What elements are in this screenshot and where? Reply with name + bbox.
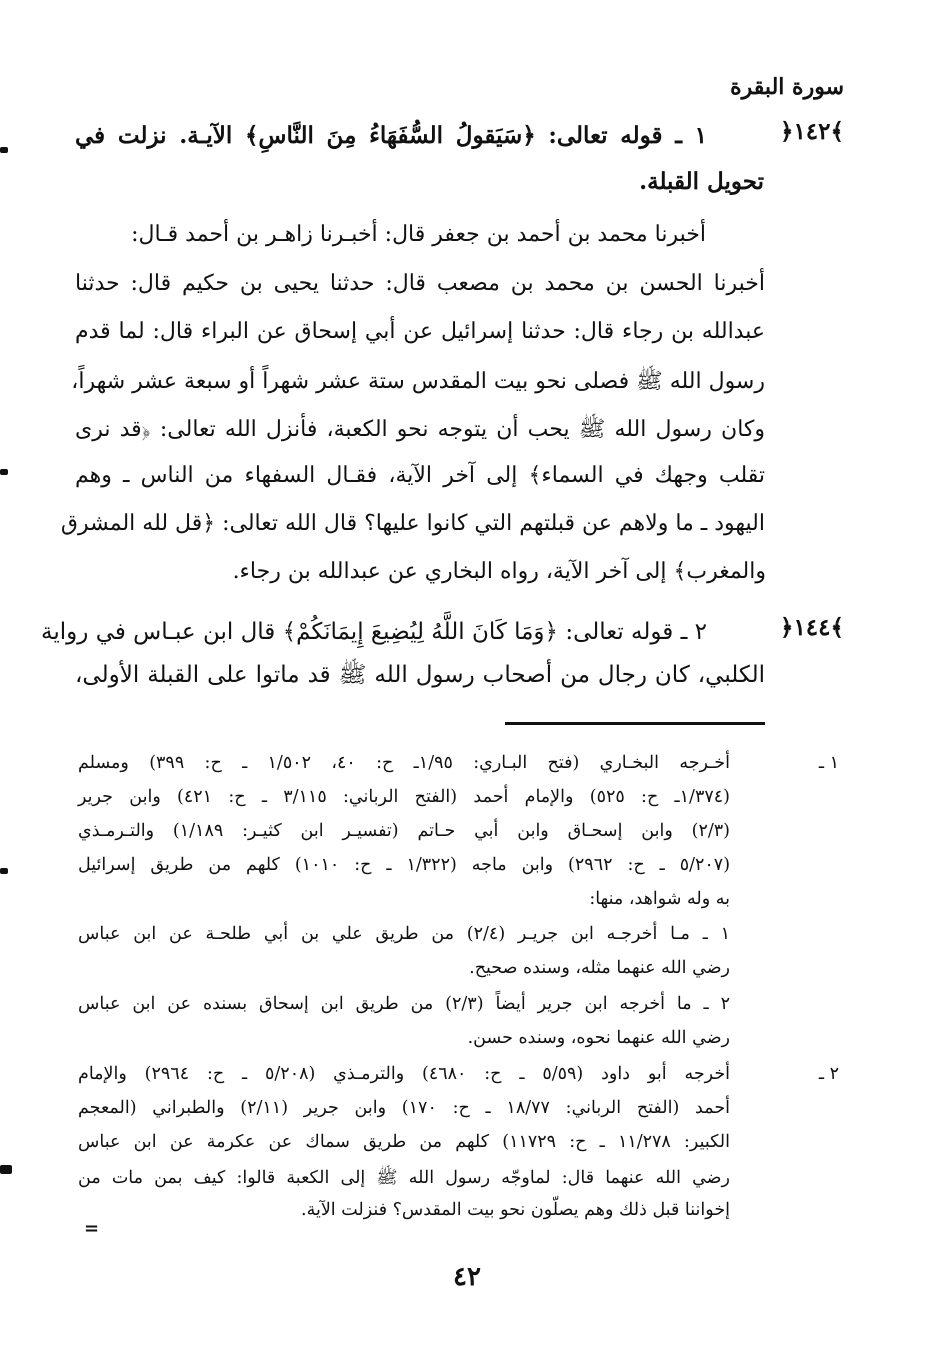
verse-number: ﴿١٤٤﴾ [779, 614, 844, 641]
footnote-line: ٢ ـ ما أخرجه ابن جرير أيضاً (٢/٣) من طريق ابن إسحاق بسنده عن ابن عباس [78, 994, 730, 1014]
section-heading-cont: تحويل القبلة. [639, 168, 764, 195]
running-header: سورة البقرة [730, 74, 844, 100]
footnote-line: (١/٣٧٤ـ ح: ٥٢٥) والإمام أحمد (الفتح الرباني: ٣/١١٥ ـ ح: ٤٢١) وابن جرير [78, 787, 730, 807]
body-line: أخبرنا الحسن بن محمد بن مصعب قال: حدثنا يحيى بن حكيم قال: حدثنا [75, 271, 765, 296]
scan-mark [0, 1165, 12, 1174]
footnote-line: به وله شواهد، منها: [589, 889, 730, 909]
body-line: تقلب وجهك في السماء﴾ إلى آخر الآية، فقـال السفهاء من الناس ـ وهم [75, 463, 765, 488]
section-heading-cont: الكلبي، كان رجال من أصحاب رسول الله ﷺ قد ماتوا على القبلة الأولى، [75, 662, 765, 688]
footnote-line: رضي الله عنهما نحوه، وسنده حسن. [467, 1028, 730, 1048]
section-heading: ١ ـ قوله تعالى: ﴿سَيَقولُ السُّفَهَاءُ مِنَ النَّاسِ﴾ الآيـة. نزلت في [75, 122, 707, 149]
footnote-number: ٢ ـ [818, 1064, 839, 1084]
section-heading: ٢ ـ قوله تعالى: ﴿وَمَا كَانَ اللَّهُ لِيُضِيعَ إِيمَانَكُمْ﴾ قال ابن عبـاس في رواية [41, 619, 707, 645]
body-line: أخبرنا محمد بن أحمد بن جعفر قال: أخبـرنا زاهـر بن أحمد قـال: [131, 222, 706, 247]
body-line: رسول الله ﷺ فصلى نحو بيت المقدس ستة عشر شهراً أو سبعة عشر شهراً، [71, 369, 765, 394]
scan-mark [0, 147, 8, 153]
footnote-line: أخرجه أبو داود (٥/٥٩ ـ ح: ٤٦٨٠) والترمـذي (٥/٢٠٨ ـ ح: ٢٩٦٤) والإمام [78, 1064, 731, 1084]
body-line: عبدالله بن رجاء قال: حدثنا إسرائيل عن أبي إسحاق عن البراء قال: لما قدم [75, 319, 765, 344]
footnote-line: (٥/٢٠٧ ـ ح: ٢٩٦٢) وابن ماجه (١/٣٢٢ ـ ح: ١٠١٠) كلهم من طريق إسرائيل [78, 855, 731, 875]
continuation-mark: = [84, 1218, 100, 1239]
body-line: اليهود ـ ما ولاهم عن قبلتهم التي كانوا عليها؟ قال الله تعالى: ﴿قل لله المشرق [60, 511, 765, 536]
footnote-line: (٢/٣) وابن إسحـاق وابن أبي حـاتم (تفسيـر ابن كثيـر: ١/١٨٩) والتـرمـذي [78, 821, 730, 841]
footnote-line: رضي الله عنهما قال: لماوجّه رسول الله ﷺ إلى الكعبة قالوا: كيف بمن مات من [78, 1168, 730, 1188]
footnote-line: أخـرجه البخـاري (فتح البـاري: ١/٩٥ـ ح: ٤٠، ١/٥٠٢ ـ ح: ٣٩٩) ومسلم [78, 753, 730, 773]
footnote-line: أحمد (الفتح الرباني: ١٨/٧٧ ـ ح: ١٧٠) وابن جرير (٢/١١) والطبراني (المعجم [78, 1098, 731, 1118]
body-line: وكان رسول الله ﷺ يحب أن يتوجه نحو الكعبة، فأنزل الله تعالى: ﴿قد نرى [75, 417, 765, 442]
scan-mark [0, 469, 8, 475]
scan-mark [0, 868, 8, 874]
footnote-rule [505, 722, 765, 725]
page-number: ٤٢ [453, 1262, 481, 1292]
footnote-number: ١ ـ [818, 753, 839, 773]
footnote-line: الكبير: ١١/٢٧٨ ـ ح: ١١٧٢٩) كلهم من طريق سماك عن عكرمة عن ابن عباس [78, 1132, 730, 1152]
footnote-line: إخواننا قبل ذلك وهم يصلّون نحو بيت المقدس؟ فنزلت الآية. [301, 1200, 730, 1220]
footnote-line: رضي الله عنهما مثله، وسنده صحيح. [469, 958, 730, 978]
footnote-line: ١ ـ مـا أخرجـه ابن جريـر (٢/٤) من طريق علي بن أبي طلحـة عن ابن عباس [78, 924, 730, 944]
verse-number: ﴿١٤٢﴾ [779, 118, 844, 145]
body-line: والمغرب﴾ إلى آخر الآية، رواه البخاري عن عبدالله بن رجاء. [232, 559, 766, 584]
